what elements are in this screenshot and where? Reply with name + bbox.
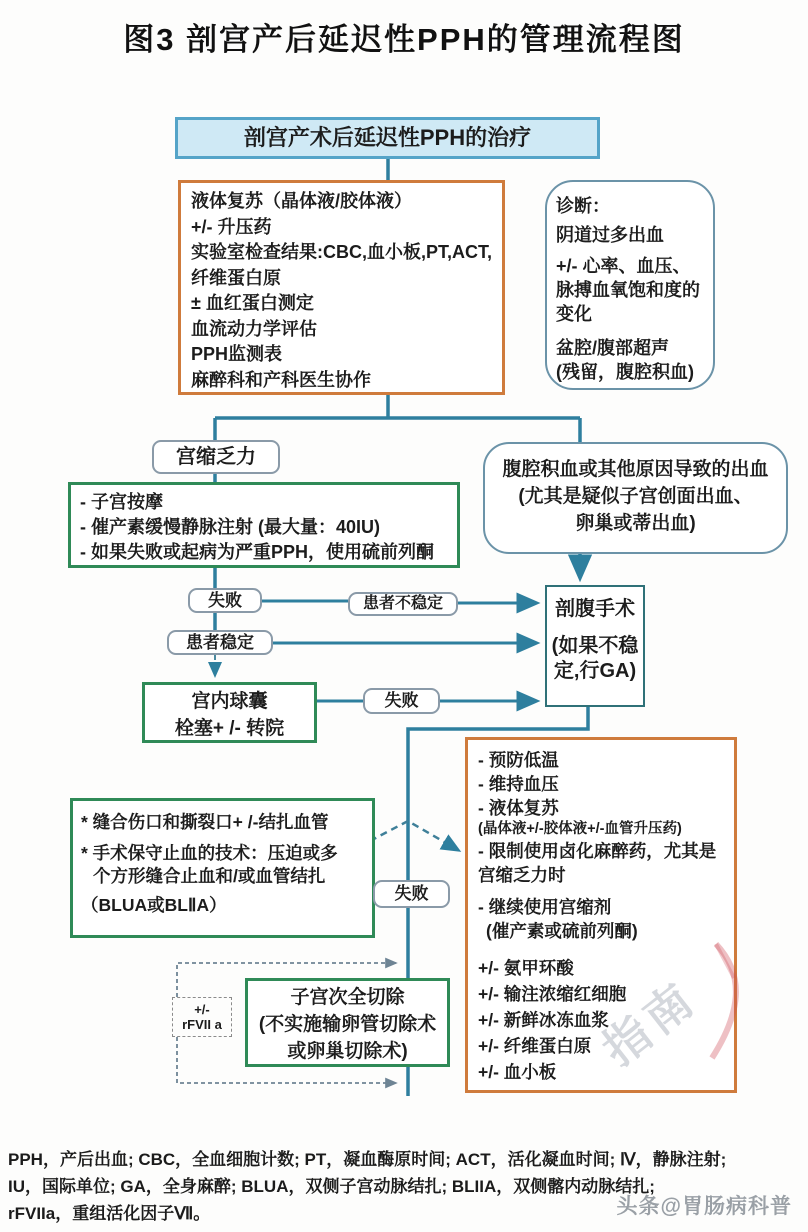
stabilization-line: +/- 血小板 [478, 1062, 557, 1082]
atony-treatment-line: - 如果失败或起病为严重PPH，使用硫前列酮 [80, 542, 435, 562]
node-hemoperitoneum [483, 442, 788, 554]
rfviia-line: rFVII a [182, 1017, 222, 1032]
resuscitation-line: 实验室检查结果:CBC,血小板,PT,ACT, [191, 242, 492, 262]
resuscitation-line: 纤维蛋白原 [191, 267, 281, 288]
hysterectomy-line: (不实施输卵管切除术 [258, 1014, 437, 1035]
node-suture-surgery [70, 798, 375, 938]
diagnosis-title: 诊断： [556, 196, 610, 216]
diagnosis-line: +/- 心率、血压、脉搏血氧饱和度的变化 [556, 256, 700, 324]
node-fail-top [188, 588, 262, 613]
resuscitation-line: +/- 升压药 [191, 216, 272, 237]
node-atony-treatment [68, 482, 460, 568]
node-start [175, 117, 600, 159]
diagnosis-line: (残留，腹腔积血) [556, 362, 694, 382]
stabilization-line: - 继续使用宫缩剂 [478, 897, 612, 917]
node-fail-low [373, 880, 450, 908]
resuscitation-line: 血流动力学评估 [191, 318, 317, 339]
watermark-credit: 头条@胃肠病科普 [616, 1195, 792, 1218]
resuscitation-line: PPH监测表 [191, 344, 283, 364]
diagnosis-line: 盆腔/腹部超声 [556, 338, 670, 358]
diagnosis-line: 阴道过多出血 [556, 225, 664, 245]
laparotomy-line: 定,行GA) [553, 660, 637, 682]
laparotomy-line: 剖腹手术 [555, 598, 635, 620]
laparotomy-line: (如果不稳 [551, 635, 639, 657]
rfviia-line: +/- [194, 1002, 210, 1017]
suture-line: （BLUA或BLⅡA） [81, 895, 227, 915]
stabilization-line: - 液体复苏 [478, 798, 559, 818]
page-title: 图3 剖宫产后延迟性PPH的管理流程图 [123, 22, 685, 57]
node-balloon-tamponade [142, 682, 317, 743]
stabilization-line: - 预防低温 [478, 750, 559, 770]
footnote-line: IU，国际单位; GA，全身麻醉; BLUA，双侧子宫动脉结扎; BLIIA，双侧髂内动脉结扎; [8, 1177, 655, 1196]
node-rfviia [172, 997, 232, 1037]
suture-line: 个方形缝合止血和/或血管结扎 [93, 866, 326, 886]
node-resuscitation [178, 180, 505, 395]
hemoperitoneum-line: 腹腔积血或其他原因导致的出血 [502, 459, 769, 480]
resuscitation-line: ± 血红蛋白测定 [191, 293, 314, 313]
resuscitation-line: 液体复苏（晶体液/胶体液） [191, 191, 412, 211]
stabilization-line: +/- 新鲜冰冻血浆 [478, 1010, 609, 1030]
hemoperitoneum-line: (尤其是疑似子宫创面出血、 [518, 486, 753, 507]
resuscitation-line: 麻醉科和产科医生协作 [191, 369, 371, 390]
hysterectomy-line: 子宫次全切除 [290, 987, 405, 1008]
node-diagnosis [545, 180, 715, 390]
patient-unstable-label: 患者不稳定 [362, 595, 443, 612]
footnote-line: rFVIIa，重组活化因子Ⅶ。 [8, 1204, 211, 1223]
suture-line: * 缝合伤口和撕裂口+ /-结扎血管 [81, 812, 329, 832]
hysterectomy-line: 或卵巢切除术) [287, 1041, 408, 1062]
fail-low-label: 失败 [394, 884, 429, 903]
uterine-atony-label: 宫缩乏力 [176, 446, 256, 468]
watermark-stamp: 指南 [592, 970, 707, 1076]
fail-mid-label: 失败 [384, 691, 419, 710]
node-laparotomy [545, 585, 645, 707]
footnote-line: PPH，产后出血; CBC，全血细胞计数; PT，凝血酶原时间; ACT，活化凝血时间; Ⅳ，静脉注射; [8, 1150, 727, 1169]
node-hysterectomy [245, 978, 450, 1067]
node-start-label: 剖宫产术后延迟性PPH的治疗 [243, 125, 532, 150]
balloon-line: 宫内球囊 [191, 691, 268, 712]
stabilization-line: +/- 输注浓缩红细胞 [478, 984, 627, 1004]
atony-treatment-line: - 子宫按摩 [80, 492, 163, 512]
suture-line: * 手术保守止血的技术：压迫或多 [81, 843, 338, 863]
stabilization-line: (催产素或硫前列酮) [486, 921, 638, 941]
stabilization-line: (晶体液+/-胶体液+/-血管升压药) [478, 821, 682, 837]
patient-stable-label: 患者稳定 [186, 633, 254, 652]
node-uterine-atony [152, 440, 280, 474]
node-patient-stable [167, 630, 273, 655]
node-patient-unstable [348, 592, 458, 616]
stabilization-line: - 限制使用卤化麻醉药，尤其是宫缩乏力时 [478, 841, 717, 885]
stabilization-line: - 维持血压 [478, 774, 559, 794]
balloon-line: 栓塞+ /- 转院 [174, 718, 285, 739]
fail-top-label: 失败 [208, 591, 242, 610]
stabilization-line: +/- 纤维蛋白原 [478, 1036, 592, 1056]
atony-treatment-line: - 催产素缓慢静脉注射 (最大量：40IU) [80, 517, 381, 537]
stabilization-line: +/- 氨甲环酸 [478, 958, 574, 978]
hemoperitoneum-line: 卵巢或蒂出血) [575, 513, 696, 534]
node-stabilization [465, 737, 737, 1093]
node-fail-mid [363, 688, 440, 714]
